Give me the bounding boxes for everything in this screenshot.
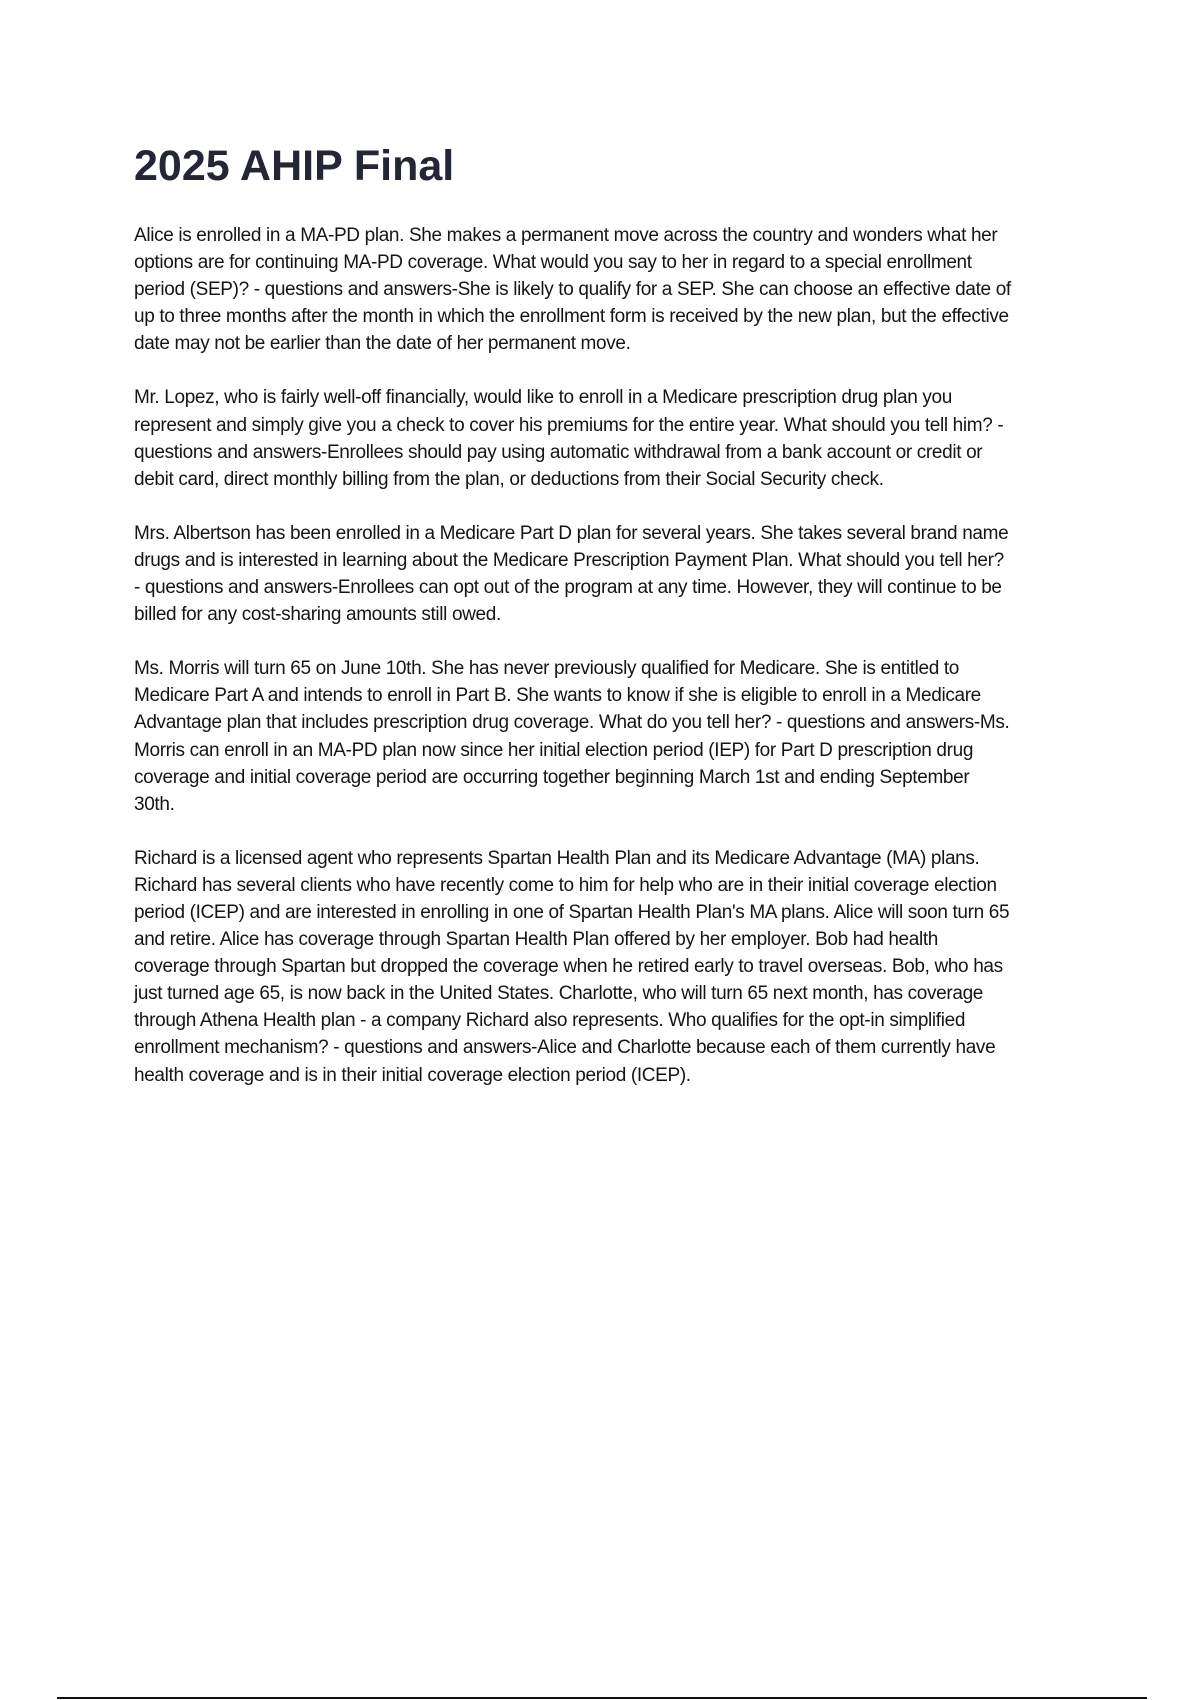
qa-item-premium-payment: Mr. Lopez, who is fairly well-off financially, would like to enroll in a Medicare prescription drug plan you represent and simply give you a check to cover his premiums for the entire year. What should you tell him? - questions and answers-Enrollees should pay using automatic withdrawal from a bank account or credit or debit card, direct monthly billing from the plan, or deductions from their Social Security check. xyxy=(134,387,1004,490)
qa-item-sep-move: Alice is enrolled in a MA-PD plan. She makes a permanent move across the country and wonders what her options are for continuing MA-PD coverage. What would you say to her in regard to a special enrollment period (SEP)? - questions and answers-She is likely to qualify for a SEP. She can choose an effective date of up to three months after the month in which the enrollment form is received by the new plan, but the effective date may not be earlier than the date of her permanent move. xyxy=(134,225,1011,355)
document-body xyxy=(134,222,1014,1116)
page-bottom-rule xyxy=(57,1697,1147,1699)
qa-item-prescription-payment-plan: Mrs. Albertson has been enrolled in a Medicare Part D plan for several years. She takes several brand name drugs and is interested in learning about the Medicare Prescription Payment Plan. What should you tell her? - questions and answers-Enrollees can opt out of the program at any time. However, they will continue to be billed for any cost-sharing amounts still owed. xyxy=(134,522,1009,626)
page-title: 2025 AHIP Final xyxy=(134,142,455,190)
qa-item-iep-ma-pd: Ms. Morris will turn 65 on June 10th. She has never previously qualified for Medicare. She is entitled to Medicare Part A and intends to enroll in Part B. She wants to know if she is eligible to enroll in a Medicare Advantage plan that includes prescription drug coverage. What do you tell her? - questions and answers-Ms. Morris can enroll in an MA-PD plan now since her initial election period (IEP) for Part D prescription drug coverage and initial coverage period are occurring together beginning March 1st and ending September 30th. xyxy=(134,658,1010,815)
qa-item-simplified-enrollment: Richard is a licensed agent who represents Spartan Health Plan and its Medicare Advantage (MA) plans. Richard has several clients who have recently come to him for help who are in their initial coverage election period (ICEP) and are interested in enrolling in one of Spartan Health Plan's MA plans. Alice will soon turn 65 and retire. Alice has coverage through Spartan Health Plan offered by her employer. Bob had health coverage through Spartan but dropped the coverage when he retired early to travel overseas. Bob, who has just turned age 65, is now back in the United States. Charlotte, who will turn 65 next month, has coverage through Athena Health plan - a company Richard also represents. Who qualifies for the opt-in simplified enrollment mechanism? - questions and answers-Alice and Charlotte because each of them currently have health coverage and is in their initial coverage election period (ICEP). xyxy=(134,847,1010,1086)
